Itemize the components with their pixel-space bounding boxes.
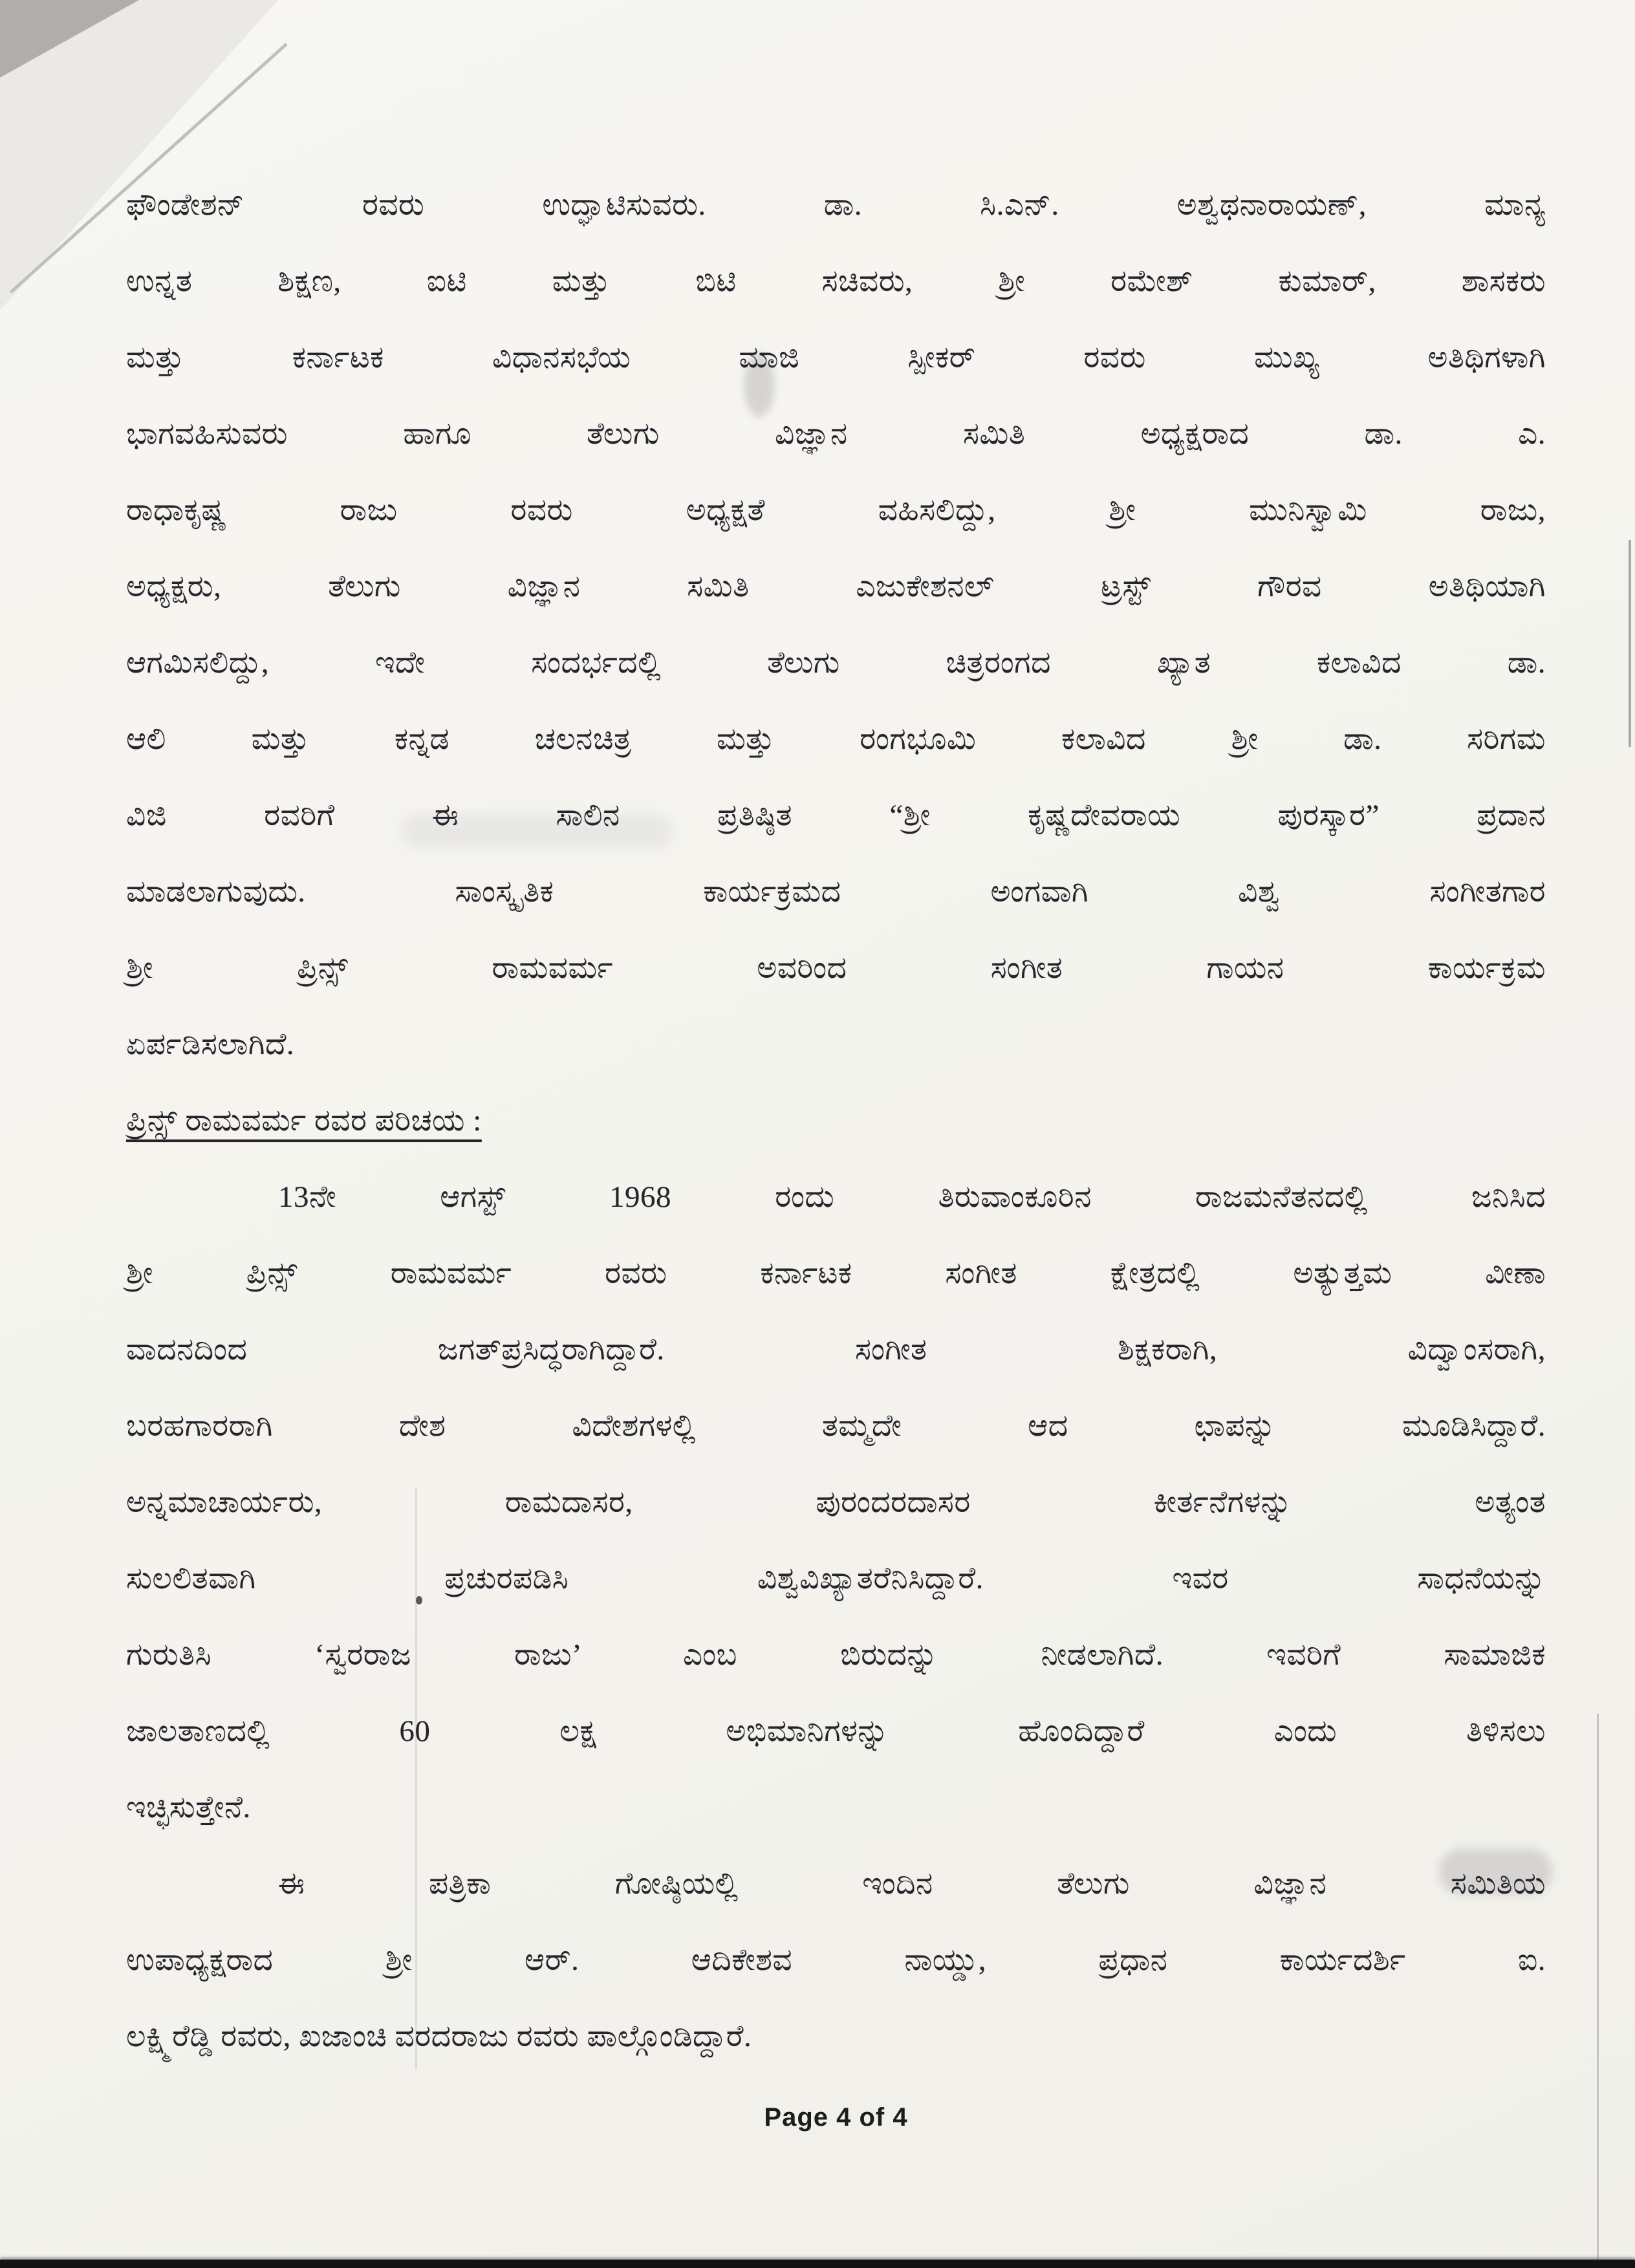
text-line: ಮಾಡಲಾಗುವುದು. ಸಾಂಸ್ಕೃತಿಕ ಕಾರ್ಯಕ್ರಮದ ಅಂಗವಾಗಿ ವಿಶ್ವ ಸಂಗೀತಗಾರ: [126, 875, 1546, 909]
text-line: ಫೌಂಡೇಶನ್ ರವರು ಉದ್ಘಾಟಿಸುವರು. ಡಾ. ಸಿ.ಎನ್. ಅಶ್ವಥನಾರಾಯಣ್, ಮಾನ್ಯ: [126, 188, 1546, 222]
scan-edge-line: [1629, 540, 1631, 747]
text-line: ಗುರುತಿಸಿ ‘ಸ್ವರರಾಜ ರಾಜು’ ಎಂಬ ಬಿರುದನ್ನು ನೀಡಲಾಗಿದೆ. ಇವರಿಗೆ ಸಾಮಾಜಿಕ: [126, 1638, 1546, 1672]
text-line: ಭಾಗವಹಿಸುವರು ಹಾಗೂ ತೆಲುಗು ವಿಜ್ಞಾನ ಸಮಿತಿ ಅಧ್ಯಕ್ಷರಾದ ಡಾ. ಎ.: [126, 417, 1546, 451]
text-line: 13ನೇ ಆಗಸ್ಟ್ 1968 ರಂದು ತಿರುವಾಂಕೂರಿನ ರಾಜಮನೆತನದಲ್ಲಿ ಜನಿಸಿದ: [278, 1180, 1546, 1214]
text-line: ವಾದನದಿಂದ ಜಗತ್‌ಪ್ರಸಿದ್ಧರಾಗಿದ್ದಾರೆ. ಸಂಗೀತ ಶಿಕ್ಷಕರಾಗಿ, ವಿದ್ವಾಂಸರಾಗಿ,: [126, 1333, 1546, 1366]
page-number-footer: Page 4 of 4: [764, 2103, 908, 2132]
text-line: ಆಗಮಿಸಲಿದ್ದು, ಇದೇ ಸಂದರ್ಭದಲ್ಲಿ ತೆಲುಗು ಚಿತ್ರರಂಗದ ಖ್ಯಾತ ಕಲಾವಿದ ಡಾ.: [126, 646, 1546, 680]
text-line: ಈ ಪತ್ರಿಕಾ ಗೋಷ್ಠಿಯಲ್ಲಿ ಇಂದಿನ ತೆಲುಗು ವಿಜ್ಞಾನ ಸಮಿತಿಯ: [278, 1867, 1546, 1901]
text-line: ಶ್ರೀ ಪ್ರಿನ್ಸ್ ರಾಮವರ್ಮ ರವರು ಕರ್ನಾಟಕ ಸಂಗೀತ ಕ್ಷೇತ್ರದಲ್ಲಿ ಅತ್ಯುತ್ತಮ ವೀಣಾ: [126, 1257, 1546, 1290]
text-line: ಇಚ್ಛಿಸುತ್ತೇನೆ.: [126, 1791, 251, 1824]
text-line: ಅಧ್ಯಕ್ಷರು, ತೆಲುಗು ವಿಜ್ಞಾನ ಸಮಿತಿ ಎಜುಕೇಶನಲ್ ಟ್ರಸ್ಟ್ ಗೌರವ ಅತಿಥಿಯಾಗಿ: [126, 570, 1546, 603]
text-line: ಉಪಾಧ್ಯಕ್ಷರಾದ ಶ್ರೀ ಆರ್. ಆದಿಕೇಶವ ನಾಯ್ಡು, ಪ್ರಧಾನ ಕಾರ್ಯದರ್ಶಿ ಐ.: [126, 1943, 1546, 1977]
text-line: ರಾಧಾಕೃಷ್ಣ ರಾಜು ರವರು ಅಧ್ಯಕ್ಷತೆ ವಹಿಸಲಿದ್ದು, ಶ್ರೀ ಮುನಿಸ್ವಾಮಿ ರಾಜು,: [126, 493, 1546, 527]
text-line: ಸುಲಲಿತವಾಗಿ ಪ್ರಚುರಪಡಿಸಿ ವಿಶ್ವವಿಖ್ಯಾತರೆನಿಸಿದ್ದಾರೆ. ಇವರ ಸಾಧನೆಯನ್ನು: [126, 1562, 1546, 1595]
text-line: ಲಕ್ಷ್ಮಿರೆಡ್ಡಿ ರವರು, ಖಜಾಂಚಿ ವರದರಾಜು ರವರು ಪಾಲ್ಗೊಂಡಿದ್ದಾರೆ.: [126, 2020, 752, 2053]
text-line: ಏರ್ಪಡಿಸಲಾಗಿದೆ.: [126, 1028, 295, 1061]
text-line: ಆಲಿ ಮತ್ತು ಕನ್ನಡ ಚಲನಚಿತ್ರ ಮತ್ತು ರಂಗಭೂಮಿ ಕಲಾವಿದ ಶ್ರೀ ಡಾ. ಸರಿಗಮ: [126, 722, 1546, 756]
text-line: ಶ್ರೀ ಪ್ರಿನ್ಸ್ ರಾಮವರ್ಮ ಅವರಿಂದ ಸಂಗೀತ ಗಾಯನ ಕಾರ್ಯಕ್ರಮ: [126, 951, 1546, 985]
scan-bottom-edge: [0, 2260, 1635, 2268]
text-line: ಅನ್ನಮಾಚಾರ್ಯರು, ರಾಮದಾಸರ, ಪುರಂದರದಾಸರ ಕೀರ್ತನೆಗಳನ್ನು ಅತ್ಯಂತ: [126, 1485, 1546, 1519]
text-line: ಬರಹಗಾರರಾಗಿ ದೇಶ ವಿದೇಶಗಳಲ್ಲಿ ತಮ್ಮದೇ ಆದ ಛಾಪನ್ನು ಮೂಡಿಸಿದ್ದಾರೆ.: [126, 1409, 1546, 1443]
text-line: ಜಾಲತಾಣದಲ್ಲಿ 60 ಲಕ್ಷ ಅಭಿಮಾನಿಗಳನ್ನು ಹೊಂದಿದ್ದಾರೆ ಎಂದು ತಿಳಿಸಲು: [126, 1714, 1546, 1748]
text-line: ವಿಜಿ ರವರಿಗೆ ಈ ಸಾಲಿನ ಪ್ರತಿಷ್ಠಿತ “ಶ್ರೀ ಕೃಷ್ಣದೇವರಾಯ ಪುರಸ್ಕಾರ” ಪ್ರದಾನ: [126, 799, 1546, 832]
document-body: [126, 167, 1546, 2075]
section-heading: ಪ್ರಿನ್ಸ್ ರಾಮವರ್ಮ ರವರ ಪರಿಚಯ :: [126, 1104, 482, 1138]
text-line: ಮತ್ತು ಕರ್ನಾಟಕ ವಿಧಾನಸಭೆಯ ಮಾಜಿ ಸ್ಪೀಕರ್ ರವರು ಮುಖ್ಯ ಅತಿಥಿಗಳಾಗಿ: [126, 341, 1546, 374]
scan-edge-line: [1597, 1714, 1599, 2260]
text-line: ಉನ್ನತ ಶಿಕ್ಷಣ, ಐಟಿ ಮತ್ತು ಬಿಟಿ ಸಚಿವರು, ಶ್ರೀ ರಮೇಶ್ ಕುಮಾರ್, ಶಾಸಕರು: [126, 265, 1546, 298]
